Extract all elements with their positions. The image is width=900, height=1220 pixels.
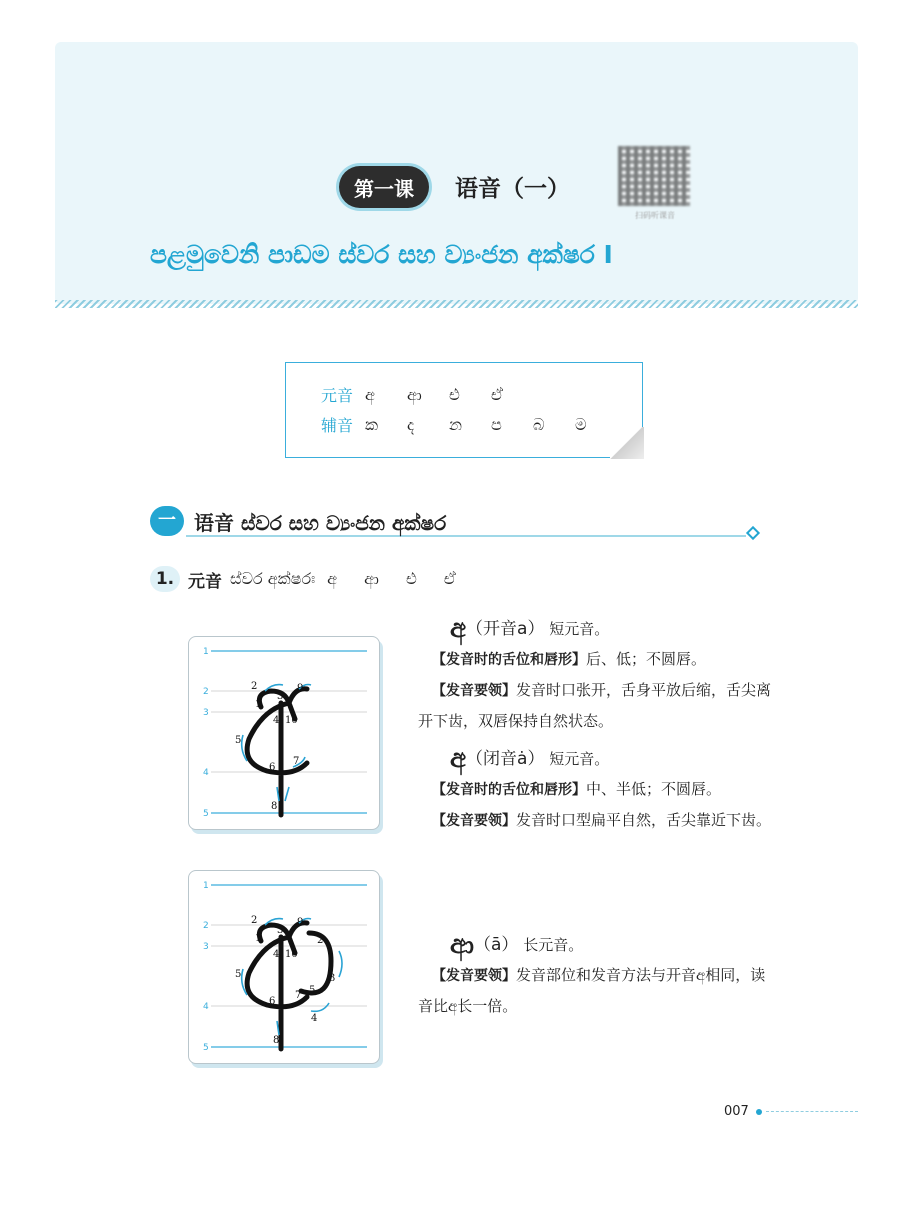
guide-line-number: 1 [203,647,209,657]
entry-a-closed [418,744,778,836]
svg-text:7: 7 [293,756,300,767]
entry-aa [418,930,778,1021]
svg-text:1: 1 [255,699,262,710]
header-dotted-border [55,300,858,308]
svg-text:8: 8 [273,1035,280,1046]
consonant-glyph: ද [407,414,415,434]
vowel-glyph: අ [365,384,375,404]
svg-text:3: 3 [277,925,284,936]
consonant-glyph: බ [533,414,545,434]
consonant-row [321,413,617,436]
entry-term: 【发音时的舌位和唇形】 [432,652,586,668]
entry-description: 短元音。 [549,750,610,768]
entry-text: 中、半低；不圆唇。 [586,780,722,798]
svg-text:3: 3 [277,691,284,702]
entry-glyph: ආ [450,930,474,960]
guide-line-number: 1 [203,881,209,891]
svg-text:1: 1 [255,933,262,944]
entry-description: 长元音。 [523,936,584,954]
entry-glyph-ref: අ [448,997,458,1015]
sinhala-lesson-title: පළමුවෙනි පාඩම ස්වර සහ ව්‍යංජන අක්ෂර I [150,240,613,269]
entry-text: 发音时口张开，舌身平放后缩，舌尖离开下齿，双唇保持自然状态。 [418,681,772,730]
svg-text:2: 2 [251,681,258,692]
page-number-line [766,1111,858,1112]
summary-box [285,362,643,458]
qr-code-icon[interactable] [618,146,690,206]
svg-text:4: 4 [273,715,280,726]
lesson-title: 语音（一） [455,175,570,202]
entry-transliteration: （开音a） [466,619,545,639]
diamond-icon [746,526,760,540]
vowel-glyph: ආ [407,384,422,404]
lesson-label: 第一课 [339,166,429,208]
page-number-dot [756,1109,762,1115]
svg-text:4: 4 [311,1013,318,1024]
consonant-label: 辅音 [321,416,354,435]
entry-description: 短元音。 [549,620,610,638]
entry-term: 【发音时的舌位和唇形】 [432,782,586,798]
entry-glyph: අ [450,614,467,644]
item-subtitle: ස්වර අක්ෂරඃ [230,569,316,588]
guide-line-number: 3 [203,942,209,952]
page-curl-decoration [610,427,644,459]
item-number: 1. [150,566,180,592]
vowel-glyph: එ [449,384,460,404]
svg-text:3: 3 [329,973,336,984]
entry-a-open [418,614,778,736]
svg-text:5: 5 [235,969,242,980]
guide-line-number: 2 [203,921,209,931]
svg-text:5: 5 [309,985,316,996]
svg-text:4: 4 [273,949,280,960]
vowel-row [321,383,533,406]
svg-text:9: 9 [297,917,304,928]
entry-term: 【发音要领】 [432,968,516,984]
entry-text: 相同，读音比 [418,966,766,1015]
entry-text: 发音时口型扁平自然，舌尖靠近下齿。 [516,811,772,829]
qr-caption: 扫码听课音 [635,211,675,220]
svg-text:5: 5 [235,735,242,746]
item-heading [150,566,456,592]
entry-text: 长一倍。 [457,997,518,1015]
svg-text:2: 2 [251,915,258,926]
entry-text: 后、低；不圆唇。 [586,650,707,668]
entry-term: 【发音要领】 [432,683,516,699]
section-heading [150,505,760,539]
item-title: 元音 [188,571,222,592]
entry-glyph: අ [450,744,467,774]
svg-text:7: 7 [295,990,302,1001]
section-number: 一 [150,506,184,536]
stroke-order-card-aa [188,870,380,1064]
consonant-glyph: ප [491,414,502,434]
svg-text:9: 9 [297,683,304,694]
guide-line-number: 4 [203,768,209,778]
stroke-order-card-a [188,636,380,830]
consonant-glyph: ම [575,414,587,434]
entry-transliteration: （ā） [473,935,519,955]
svg-text:6: 6 [269,762,276,773]
svg-text:6: 6 [269,996,276,1007]
entry-term: 【发音要领】 [432,813,516,829]
guide-line-number: 2 [203,687,209,697]
stroke-order-diagram [189,637,381,831]
entry-text: 发音部位和发音方法与开音 [516,966,697,984]
svg-text:10: 10 [285,715,298,726]
guide-line-number: 5 [203,809,209,819]
vowel-label: 元音 [321,386,354,405]
guide-line-number: 5 [203,1043,209,1053]
vowel-glyph: ඒ [491,384,503,404]
svg-text:10: 10 [285,949,298,960]
svg-text:8: 8 [271,801,278,812]
guide-line-number: 3 [203,708,209,718]
section-title: 语音 ස්වර සහ ව්‍යංජන අක්ෂර [194,511,447,535]
item-glyphs: අ ආ එ ඒ [327,569,456,588]
svg-text:2: 2 [317,935,324,946]
entry-glyph-ref: අ [696,966,706,984]
guide-line-number: 4 [203,1002,209,1012]
consonant-glyph: න [449,414,462,434]
entry-transliteration: （闭音ȧ） [466,749,545,769]
page-number: 007 [724,1104,749,1119]
stroke-order-diagram [189,871,381,1065]
consonant-glyph: ක [365,414,378,434]
